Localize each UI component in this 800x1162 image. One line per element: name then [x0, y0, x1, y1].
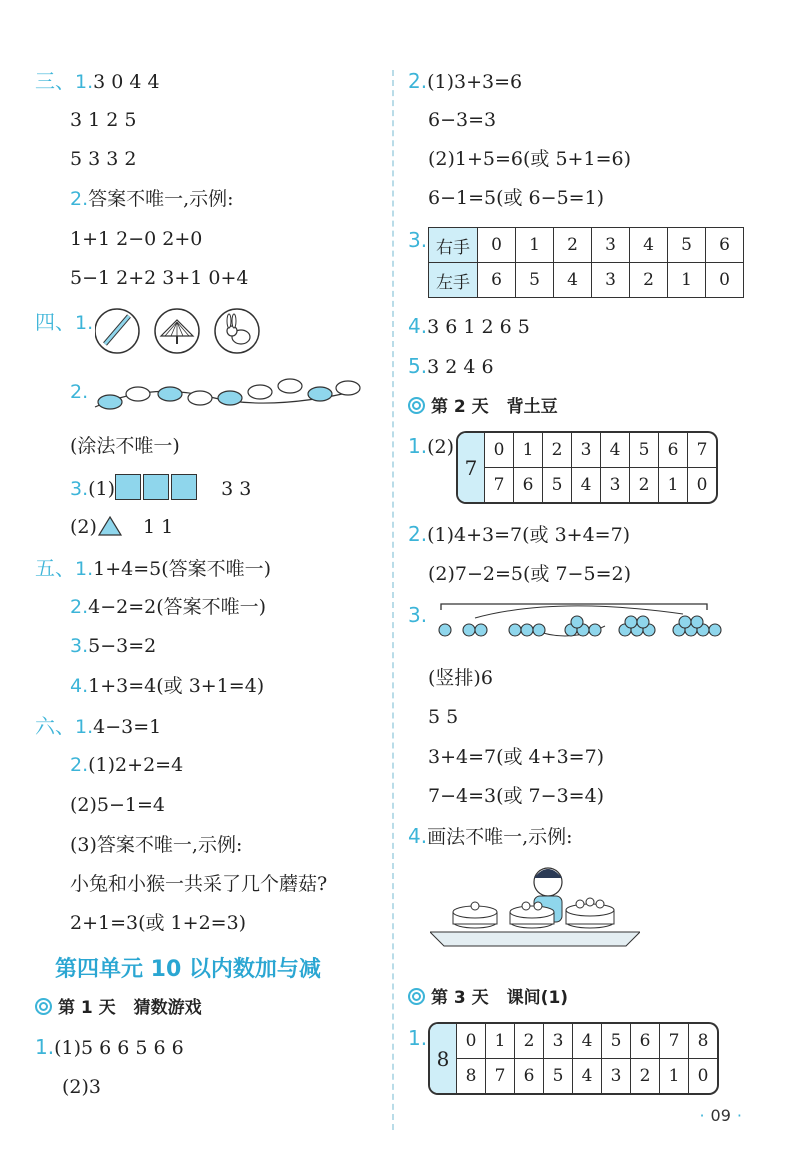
unit-title: 第四单元 10 以内数加与减	[55, 957, 321, 982]
ring-icon	[35, 998, 52, 1015]
s3-q2-row1: 1+1 2−0 2+0	[70, 228, 203, 250]
ring-icon	[408, 397, 425, 414]
triangle-icon	[97, 515, 123, 537]
s6-q2-p1: 2.(1)2+2=4	[70, 754, 184, 776]
day-3-heading: 第 3 天 课间(1)	[408, 986, 568, 1010]
r-q5: 5.3 2 4 6	[408, 354, 494, 378]
d3-q1-num: 1.	[408, 1026, 428, 1050]
ring-icon	[408, 988, 425, 1005]
page-number: · 09 ·	[699, 1106, 742, 1125]
s3-q1-row2: 3 1 2 5	[70, 109, 137, 131]
s3-q2: 2.答案不唯一,示例:	[70, 188, 234, 210]
d2-q3-l3: 3+4=7(或 4+3=7)	[428, 746, 605, 768]
s4-q3b: (2) 1 1	[70, 516, 174, 538]
d2-q2-l2: (2)7−2=5(或 7−5=2)	[428, 563, 631, 585]
day-2-heading: 第 2 天 背土豆	[408, 395, 558, 419]
pencil-icon	[95, 309, 139, 353]
cherry-grouping-figure	[435, 596, 735, 646]
s4-q2-num: 2.	[70, 381, 89, 403]
shaded-squares	[115, 478, 199, 500]
section-6-label: 六、	[35, 714, 75, 738]
s4-q3: 3.(1) 3 3	[70, 474, 251, 501]
r-q2-l1: 2.(1)3+3=6	[408, 69, 523, 93]
d2-q2-l1: 2.(1)4+3=7(或 3+4=7)	[408, 522, 631, 546]
s3-q1-row3: 5 3 3 2	[70, 148, 137, 170]
r-q2-l2: 6−3=3	[428, 109, 497, 131]
fan-icon	[155, 309, 199, 353]
s5-q2: 2.4−2=2(答案不唯一)	[70, 596, 267, 618]
s5-q4: 4.1+3=4(或 3+1=4)	[70, 675, 265, 697]
r-q2-l3: (2)1+5=6(或 5+1=6)	[428, 148, 631, 170]
s6-q2-p5: 2+1=3(或 1+2=3)	[70, 912, 247, 934]
section-5-label: 五、	[35, 556, 75, 580]
s6-q1: 六、1.4−3=1	[35, 714, 162, 738]
r-q3-num: 3.	[408, 228, 428, 252]
s3-q1-row1: 三、1.3 0 4 4	[35, 69, 160, 93]
d2-q4: 4.画法不唯一,示例:	[408, 824, 573, 848]
column-divider	[392, 70, 394, 1130]
s3-q2-row2: 5−1 2+2 3+1 0+4	[70, 267, 249, 289]
d2-q3-l2: 5 5	[428, 706, 459, 728]
boy-with-cakes-illustration	[430, 860, 640, 955]
right-hand-row: 右手 0 1 2 3 4 5 6	[429, 228, 744, 263]
d1-q1: 1.(1)5 6 6 5 6 6	[35, 1035, 184, 1059]
r-q4: 4.3 6 1 2 6 5	[408, 314, 530, 338]
section-4-label: 四、	[35, 310, 75, 334]
rabbit-icon	[215, 309, 259, 353]
s6-q2-p3: (3)答案不唯一,示例:	[70, 834, 243, 856]
left-hand-row: 左手 6 5 4 3 2 1 0	[429, 263, 744, 298]
split-8-table: 8 0 1 2 3 4 5 6 7 8 8 7 6 5 4 3 2 1 0	[430, 1024, 717, 1093]
d2-q3-num: 3.	[408, 603, 428, 627]
s5-q3: 3.5−3=2	[70, 635, 157, 657]
r-q2-l4: 6−1=5(或 6−5=1)	[428, 187, 605, 209]
hand-table	[428, 227, 744, 298]
d2-q1-label: 1.(2)	[408, 434, 455, 458]
s6-q2-p4: 小兔和小猴一共采了几个蘑菇?	[70, 873, 328, 895]
s5-q1: 五、1.1+4=5(答案不唯一)	[35, 556, 272, 580]
split-7-table: 7 0 1 2 3 4 5 6 7 7 6 5 4 3 2 1 0	[458, 433, 716, 502]
s4-q1: 四、1.	[35, 310, 94, 334]
d2-q3-l4: 7−4=3(或 7−3=4)	[428, 785, 605, 807]
section-3-label: 三、	[35, 69, 75, 93]
bead-string-figure	[90, 372, 370, 418]
s4-q1-icons	[95, 306, 265, 356]
s6-q2-p2: (2)5−1=4	[70, 794, 166, 816]
day-1-heading: 第 1 天 猜数游戏	[35, 996, 202, 1020]
d2-q3-l1: (竖排)6	[428, 667, 493, 689]
d1-q1-p2: (2)3	[62, 1076, 102, 1098]
s4-q2-note: (涂法不唯一)	[70, 435, 180, 457]
